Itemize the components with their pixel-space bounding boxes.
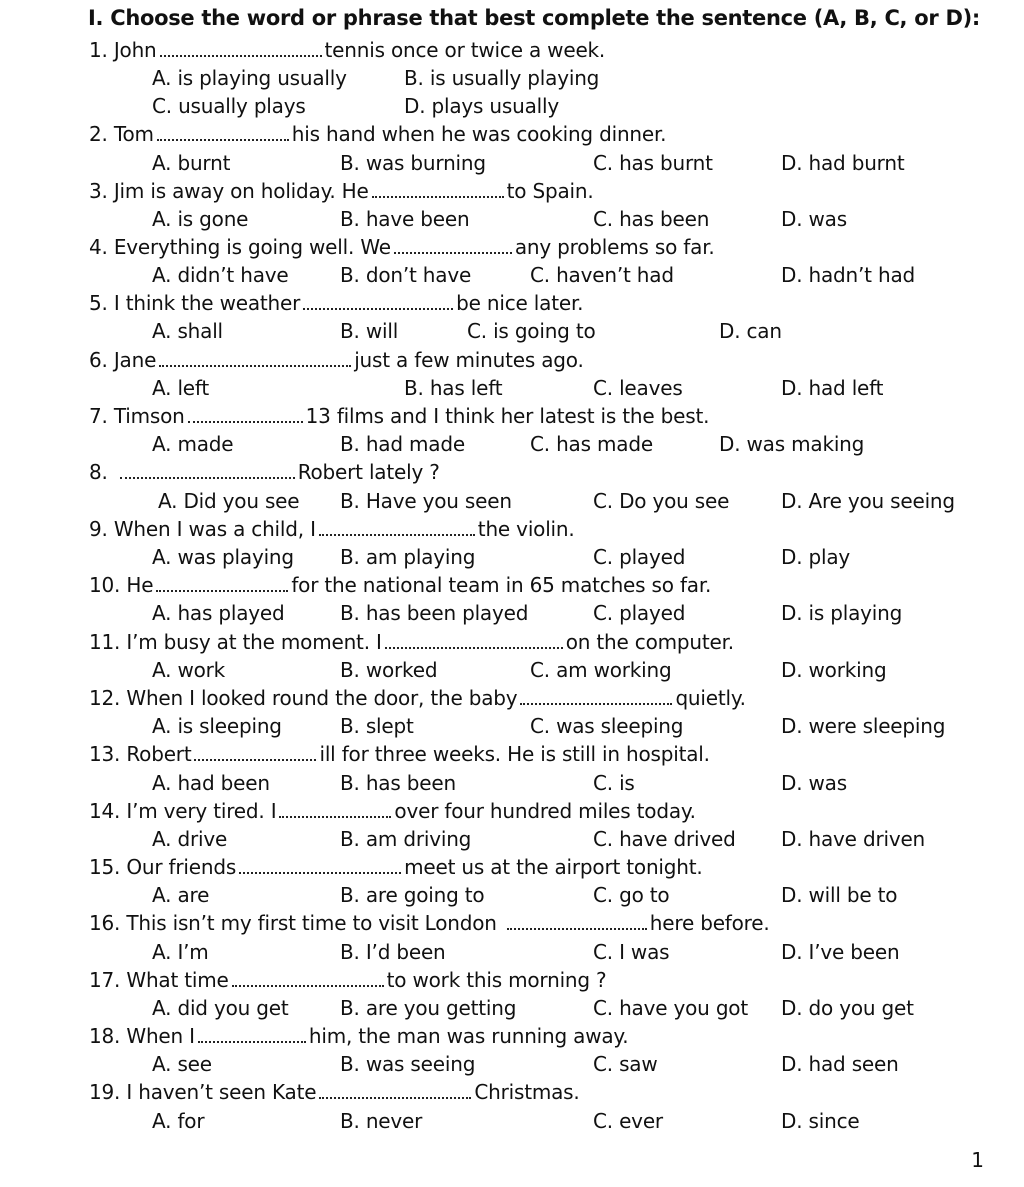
option-15c[interactable]: C. go to	[593, 883, 670, 907]
option-7c[interactable]: C. has made	[530, 432, 653, 456]
option-3d[interactable]: D. was	[781, 207, 847, 231]
option-15d[interactable]: D. will be to	[781, 883, 898, 907]
option-17d[interactable]: D. do you get	[781, 996, 914, 1020]
option-12b[interactable]: B. slept	[340, 714, 414, 738]
option-6b[interactable]: B. has left	[404, 376, 503, 400]
option-12a[interactable]: A. is sleeping	[152, 714, 282, 738]
option-8d[interactable]: D. Are you seeing	[781, 489, 955, 513]
option-10a[interactable]: A. has played	[152, 601, 285, 625]
option-9d[interactable]: D. play	[781, 545, 851, 569]
question-9: 9. When I was a child, I the violin.	[89, 517, 575, 541]
question-19: 19. I haven’t seen Kate Christmas.	[89, 1080, 580, 1104]
option-14c[interactable]: C. have drived	[593, 827, 736, 851]
option-13d[interactable]: D. was	[781, 771, 847, 795]
option-11b[interactable]: B. worked	[340, 658, 438, 682]
question-5: 5. I think the weather be nice later.	[89, 291, 584, 315]
option-13a[interactable]: A. had been	[152, 771, 270, 795]
option-14b[interactable]: B. am driving	[340, 827, 472, 851]
question-2: 2. Tom his hand when he was cooking dinner.	[89, 122, 667, 146]
option-19b[interactable]: B. never	[340, 1109, 423, 1133]
option-18d[interactable]: D. had seen	[781, 1052, 899, 1076]
question-12: 12. When I looked round the door, the baby quietly.	[89, 686, 746, 710]
option-11c[interactable]: C. am working	[530, 658, 672, 682]
option-17b[interactable]: B. are you getting	[340, 996, 517, 1020]
option-6c[interactable]: C. leaves	[593, 376, 683, 400]
option-9b[interactable]: B. am playing	[340, 545, 476, 569]
option-2c[interactable]: C. has burnt	[593, 151, 713, 175]
option-13c[interactable]: C. is	[593, 771, 635, 795]
option-2d[interactable]: D. had burnt	[781, 151, 905, 175]
question-11: 11. I’m busy at the moment. I on the computer.	[89, 630, 734, 654]
option-15a[interactable]: A. are	[152, 883, 210, 907]
question-3: 3. Jim is away on holiday. He to Spain.	[89, 179, 594, 203]
option-19c[interactable]: C. ever	[593, 1109, 663, 1133]
option-9a[interactable]: A. was playing	[152, 545, 294, 569]
option-1d[interactable]: D. plays usually	[404, 94, 560, 118]
option-11d[interactable]: D. working	[781, 658, 887, 682]
option-17a[interactable]: A. did you get	[152, 996, 289, 1020]
option-7b[interactable]: B. had made	[340, 432, 465, 456]
option-10d[interactable]: D. is playing	[781, 601, 903, 625]
question-8: 8. Robert lately ?	[89, 460, 440, 484]
option-19a[interactable]: A. for	[152, 1109, 205, 1133]
option-1c[interactable]: C. usually plays	[152, 94, 306, 118]
option-3a[interactable]: A. is gone	[152, 207, 249, 231]
option-7a[interactable]: A. made	[152, 432, 234, 456]
question-10: 10. He for the national team in 65 matches so far.	[89, 573, 712, 597]
option-16c[interactable]: C. I was	[593, 940, 670, 964]
option-3c[interactable]: C. has been	[593, 207, 710, 231]
option-5d[interactable]: D. can	[719, 319, 782, 343]
option-16b[interactable]: B. I’d been	[340, 940, 446, 964]
option-10c[interactable]: C. played	[593, 601, 686, 625]
option-5b[interactable]: B. will	[340, 319, 399, 343]
option-5c[interactable]: C. is going to	[467, 319, 596, 343]
option-8a[interactable]: A. Did you see	[158, 489, 300, 513]
question-18: 18. When I him, the man was running away.	[89, 1024, 629, 1048]
question-17: 17. What time to work this morning ?	[89, 968, 607, 992]
option-8c[interactable]: C. Do you see	[593, 489, 730, 513]
option-18a[interactable]: A. see	[152, 1052, 212, 1076]
option-15b[interactable]: B. are going to	[340, 883, 485, 907]
option-2a[interactable]: A. burnt	[152, 151, 231, 175]
option-18b[interactable]: B. was seeing	[340, 1052, 476, 1076]
page-number: 1	[971, 1148, 984, 1172]
section-heading: I. Choose the word or phrase that best complete the sentence (A, B, C, or D):	[88, 6, 980, 30]
question-16: 16. This isn’t my first time to visit London here before.	[89, 911, 770, 935]
option-13b[interactable]: B. has been	[340, 771, 456, 795]
question-13: 13. Robert ill for three weeks. He is still in hospital.	[89, 742, 710, 766]
option-2b[interactable]: B. was burning	[340, 151, 486, 175]
question-7: 7. Timson 13 films and I think her latest is the best.	[89, 404, 710, 428]
question-15: 15. Our friends meet us at the airport tonight.	[89, 855, 703, 879]
question-4: 4. Everything is going well. We any problems so far.	[89, 235, 715, 259]
option-14d[interactable]: D. have driven	[781, 827, 926, 851]
option-6d[interactable]: D. had left	[781, 376, 884, 400]
option-6a[interactable]: A. left	[152, 376, 210, 400]
option-11a[interactable]: A. work	[152, 658, 226, 682]
option-4b[interactable]: B. don’t have	[340, 263, 472, 287]
option-17c[interactable]: C. have you got	[593, 996, 748, 1020]
option-5a[interactable]: A. shall	[152, 319, 223, 343]
option-7d[interactable]: D. was making	[719, 432, 865, 456]
option-4a[interactable]: A. didn’t have	[152, 263, 289, 287]
question-1: 1. John tennis once or twice a week.	[89, 38, 606, 62]
option-16d[interactable]: D. I’ve been	[781, 940, 900, 964]
option-4d[interactable]: D. hadn’t had	[781, 263, 916, 287]
option-10b[interactable]: B. has been played	[340, 601, 529, 625]
option-18c[interactable]: C. saw	[593, 1052, 658, 1076]
option-1b[interactable]: B. is usually playing	[404, 66, 600, 90]
option-1a[interactable]: A. is playing usually	[152, 66, 347, 90]
question-14: 14. I’m very tired. I over four hundred miles today.	[89, 799, 696, 823]
option-19d[interactable]: D. since	[781, 1109, 860, 1133]
option-9c[interactable]: C. played	[593, 545, 686, 569]
option-16a[interactable]: A. I’m	[152, 940, 209, 964]
option-14a[interactable]: A. drive	[152, 827, 228, 851]
option-8b[interactable]: B. Have you seen	[340, 489, 512, 513]
option-12d[interactable]: D. were sleeping	[781, 714, 946, 738]
option-4c[interactable]: C. haven’t had	[530, 263, 674, 287]
option-12c[interactable]: C. was sleeping	[530, 714, 684, 738]
question-6: 6. Jane just a few minutes ago.	[89, 348, 584, 372]
option-3b[interactable]: B. have been	[340, 207, 470, 231]
